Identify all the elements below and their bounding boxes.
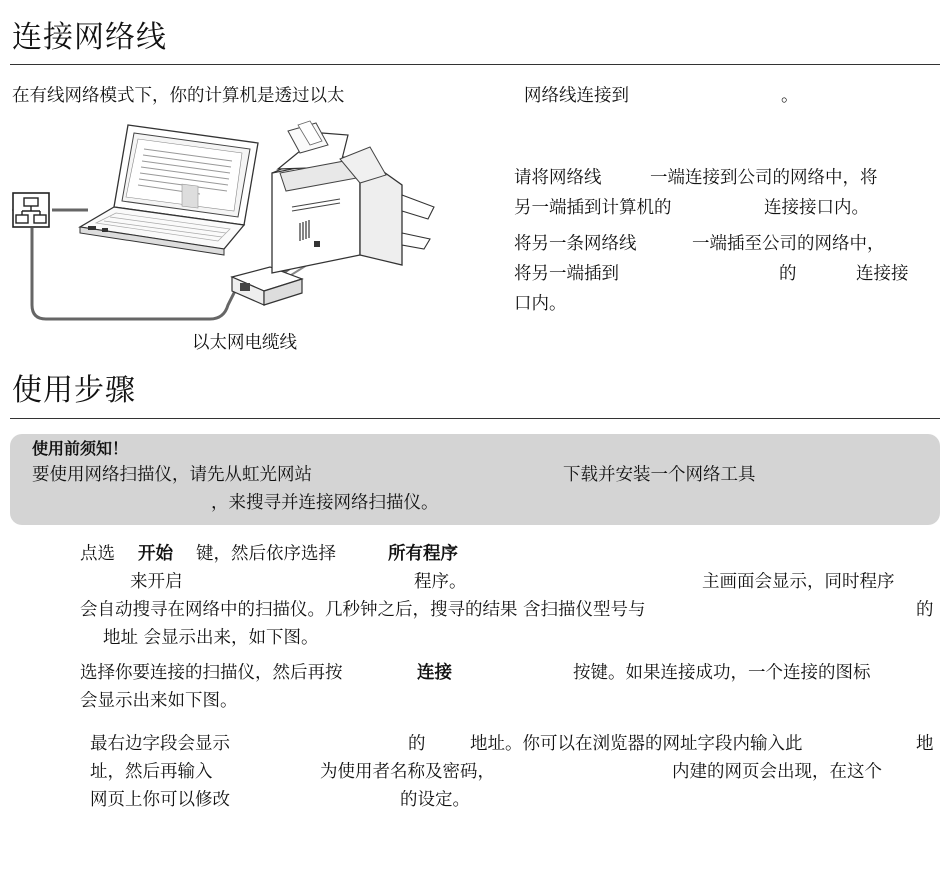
p3-line3b: 的设定。 (400, 790, 470, 810)
step2-line3: 口内。 (514, 294, 567, 314)
p2-text-b: 按键。如果连接成功，一个连接的图标 (573, 663, 871, 683)
p1-line2a: 来开启 (130, 572, 183, 592)
notice-line1a: 要使用网络扫描仪，请先从虹光网站 (32, 465, 312, 485)
p3-line1a: 最右边字段会显示 (90, 734, 230, 754)
title-rule-2 (10, 418, 940, 419)
title-rule (10, 64, 940, 65)
step2-line1b: 一端插至公司的网络中， (692, 234, 885, 254)
notice-line2: ，来搜寻并连接网络扫描仪。 (211, 493, 439, 513)
p1-text-a: 点选 (80, 544, 115, 564)
p1-line3b: 的 (916, 600, 934, 620)
p3-line2c: 内建的网页会出现，在这个 (672, 762, 882, 782)
p3-line1b: 的 (408, 734, 426, 754)
step2-line1: 将另一条网络线 (514, 234, 637, 254)
step1-line1b: 一端连接到公司的网络中，将 (650, 168, 878, 188)
laptop-icon (80, 125, 258, 255)
p3-line1c: 地址。你可以在浏览器的网址字段内输入此 (470, 734, 803, 754)
p3-line1d: 地 (916, 734, 934, 754)
p1-line3a: 会自动搜寻在网络中的扫描仪。几秒钟之后，搜寻的结果 含扫描仪型号与 (80, 600, 646, 620)
p3-line2b: 为使用者名称及密码， (320, 762, 495, 782)
step2-line2c: 连接接 (856, 264, 909, 284)
p1-line2c: 主画面会显示，同时程序 (702, 572, 895, 592)
network-port-icon (13, 193, 49, 227)
intro-text-right: 网络线连接到 (524, 86, 629, 106)
p3-line2a: 址，然后再输入 (90, 762, 213, 782)
intro-text-end: 。 (781, 86, 799, 106)
p3-line3a: 网页上你可以修改 (90, 790, 230, 810)
network-adapter-box (232, 267, 302, 305)
all-programs-label: 所有程序 (388, 544, 458, 564)
network-connection-illustration (10, 115, 500, 330)
step1-line1: 请将网络线 (514, 168, 602, 188)
section-title-connect-cable: 连接网络线 (12, 20, 167, 55)
step2-line2: 将另一端插到 (514, 264, 619, 284)
p1-text-b: 键，然后依序选择 (196, 544, 336, 564)
step1-line2: 另一端插到计算机的 (514, 198, 672, 218)
notice-line1b: 下载并安装一个网络工具 (563, 465, 756, 485)
p1-line2b: 程序。 (414, 572, 467, 592)
p2-text-a: 选择你要连接的扫描仪，然后再按 (80, 663, 343, 683)
start-label: 开始 (138, 544, 173, 564)
p1-line4: 地址 会显示出来，如下图。 (103, 628, 319, 648)
illustration-caption: 以太网电缆线 (192, 333, 297, 353)
step1-line2b: 连接接口内。 (764, 198, 869, 218)
notice-heading: 使用前须知！ (32, 439, 129, 458)
step2-line2b: 的 (779, 264, 797, 284)
connect-label: 连接 (417, 663, 452, 683)
intro-text-left: 在有线网络模式下，你的计算机是透过以太 (12, 86, 345, 106)
p2-line2: 会显示出来如下图。 (80, 691, 238, 711)
section-title-usage-steps: 使用步骤 (12, 373, 136, 408)
scanner-icon (272, 121, 434, 273)
